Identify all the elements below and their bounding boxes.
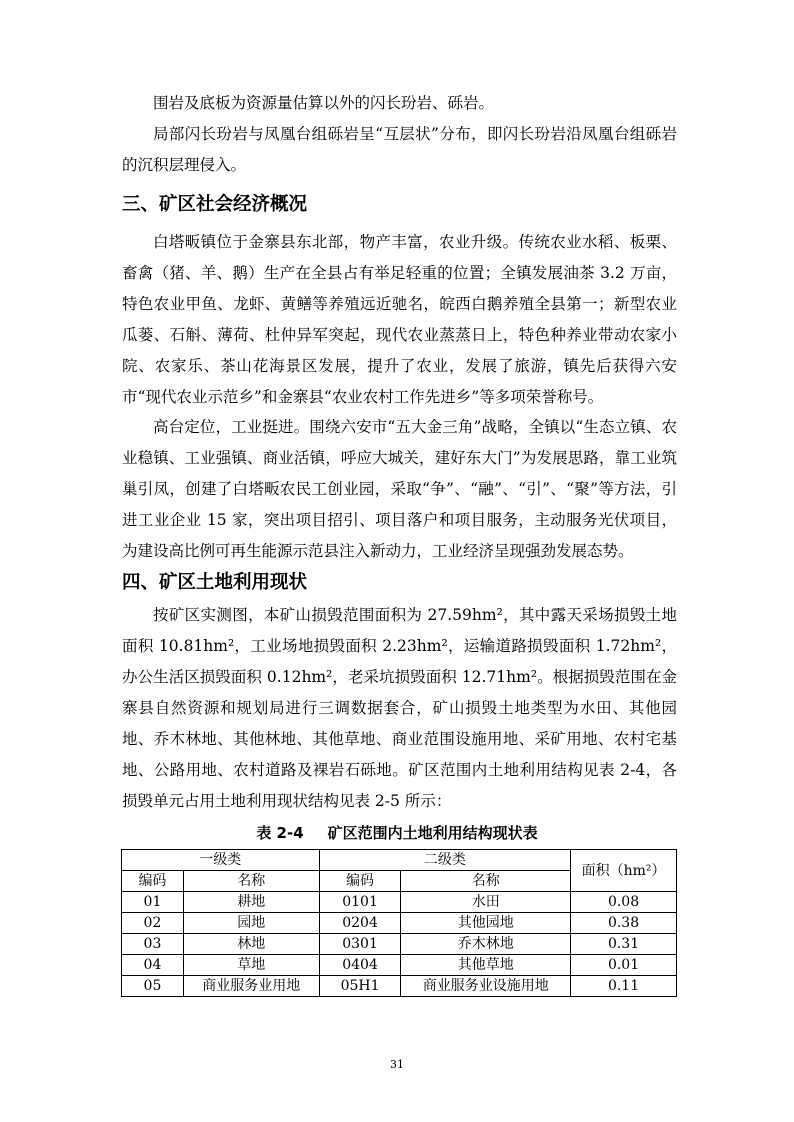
header-level-2: 二级类	[319, 850, 571, 871]
paragraph-agriculture: 白塔畈镇位于金寨县东北部，物产丰富，农业升级。传统农业水稻、板栗、畜禽（猪、羊、鹅）生产在全县占有举足轻重的位置；全镇发展油茶 3.2 万亩，特色农业甲鱼、龙虾、黄鳝等养殖远近驰名，皖西白鹅养殖全县第一；新型农业瓜蒌、石斛、薄荷、杜仲异军突起，现代农业蒸蒸日上，特色种养业带动农家小院、农家乐、茶山花海景区发展，提升了农业，发展了旅游，镇先后获得六安市“现代农业示范乡”和金寨县“农业农村工作先进乡”等多项荣誉称号。	[122, 233, 677, 406]
table-row	[122, 892, 677, 913]
cell-name-1: 园地	[183, 913, 319, 934]
cell-name-1: 耕地	[183, 892, 319, 913]
cell-code-2: 0301	[319, 934, 401, 955]
cell-code-1: 01	[122, 892, 184, 913]
cell-area: 0.08	[571, 892, 677, 913]
table-row	[122, 913, 677, 934]
header-code-1: 编码	[122, 871, 184, 892]
header-level-1: 一级类	[122, 850, 320, 871]
paragraph-industry: 高台定位，工业挺进。围绕六安市“五大金三角”战略，全镇以“生态立镇、农业稳镇、工业强镇、商业活镇，呼应大城关，建好东大门”为发展思路，靠工业筑巢引凤，创建了白塔畈农民工创业园，采取“争”、“融”、“引”、“聚”等方法，引进工业企业 15 家，突出项目招引、项目落户和项目服务，主动服务光伏项目，为建设高比例可再生能源示范县注入新动力，工业经济呈现强劲发展态势。	[122, 418, 677, 560]
cell-name-1: 草地	[183, 955, 319, 976]
header-name-2: 名称	[401, 871, 571, 892]
paragraph-land-damage: 按矿区实测图，本矿山损毁范围面积为 27.59hm²，其中露天采场损毁土地面积 10.81hm²，工业场地损毁面积 2.23hm²，运输道路损毁面积 1.72hm²，办公生活区损毁面积 0.12hm²，老采坑损毁面积 12.71hm²。根据损毁范围在金寨县自然资源和规划局进行三调数据套合，矿山损毁土地类型为水田、其他园地、乔木林地、其他林地、其他草地、商业范围设施用地、采矿用地、农村宅基地、公路用地、农村道路及裸岩石砾地。矿区范围内土地利用结构见表 2-4，各损毁单元占用土地利用现状结构见表 2-5 所示：	[122, 606, 677, 810]
land-use-table	[121, 849, 677, 997]
table-row	[122, 934, 677, 955]
cell-code-1: 02	[122, 913, 184, 934]
section-heading-land-use: 四、矿区土地利用现状	[122, 572, 308, 593]
table-caption-number: 表 2-4	[256, 824, 304, 842]
cell-code-2: 0101	[319, 892, 401, 913]
cell-area: 0.31	[571, 934, 677, 955]
cell-name-2: 商业服务业设施用地	[401, 976, 571, 997]
table-row	[122, 955, 677, 976]
cell-name-2: 乔木林地	[401, 934, 571, 955]
cell-name-2: 其他草地	[401, 955, 571, 976]
cell-area: 0.01	[571, 955, 677, 976]
cell-area: 0.38	[571, 913, 677, 934]
cell-name-2: 水田	[401, 892, 571, 913]
header-code-2: 编码	[319, 871, 401, 892]
cell-code-1: 03	[122, 934, 184, 955]
table-caption	[0, 822, 794, 843]
page-number: 31	[390, 1058, 404, 1071]
table-caption-title: 矿区范围内土地利用结构现状表	[327, 824, 538, 842]
table-header-row	[122, 850, 677, 871]
header-name-1: 名称	[183, 871, 319, 892]
cell-code-2: 0204	[319, 913, 401, 934]
table-row	[122, 976, 677, 997]
paragraph-interlayer: 局部闪长玢岩与凤凰台组砾岩呈“互层状”分布，即闪长玢岩沿凤凰台组砾岩的沉积层理侵入。	[122, 125, 677, 174]
cell-name-1: 商业服务业用地	[183, 976, 319, 997]
cell-code-2: 0404	[319, 955, 401, 976]
cell-name-2: 其他园地	[401, 913, 571, 934]
section-heading-socioeconomic: 三、矿区社会经济概况	[122, 194, 308, 215]
cell-area: 0.11	[571, 976, 677, 997]
paragraph-rock-description: 围岩及底板为资源量估算以外的闪长玢岩、砾岩。	[153, 94, 495, 112]
cell-code-1: 04	[122, 955, 184, 976]
header-area: 面积（hm²）	[571, 850, 677, 892]
cell-name-1: 林地	[183, 934, 319, 955]
cell-code-1: 05	[122, 976, 184, 997]
cell-code-2: 05H1	[319, 976, 401, 997]
